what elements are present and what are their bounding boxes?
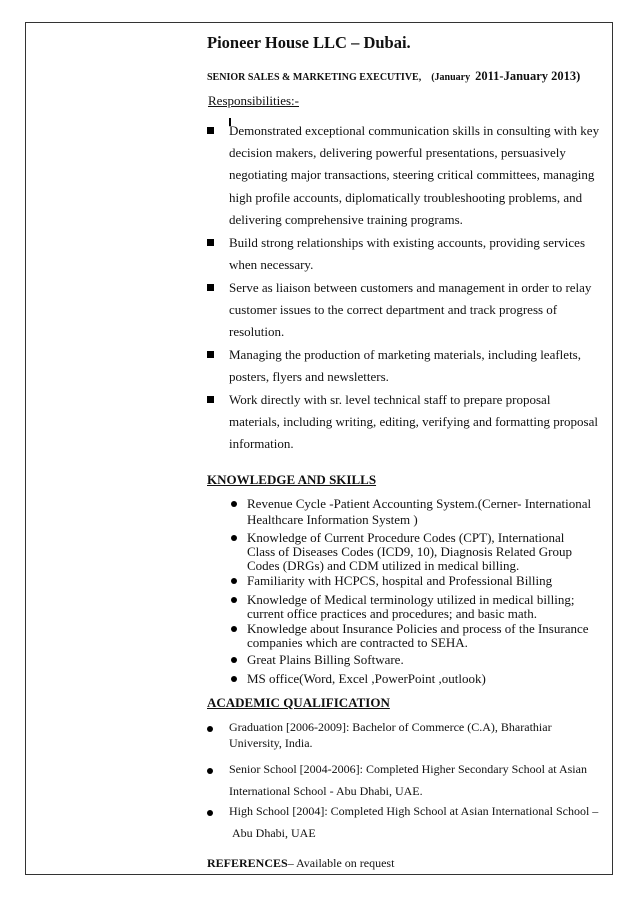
square-bullet-icon: [207, 284, 214, 291]
company-title: Pioneer House LLC – Dubai.: [207, 33, 411, 52]
list-item: high profile accounts, diplomatically troubleshooting problems, and: [229, 190, 583, 205]
list-item: Serve as liaison between customers and management in order to relay: [229, 280, 592, 295]
square-bullet-icon: [207, 239, 214, 246]
round-bullet-icon: [231, 535, 237, 541]
skills-heading: KNOWLEDGE AND SKILLS: [207, 472, 377, 487]
round-bullet-icon: [231, 578, 237, 584]
skill-line: current office practices and procedures; and basic math.: [247, 606, 537, 621]
skill-line: Knowledge about Insurance Policies and process of the Insurance: [247, 621, 589, 636]
skill-line: Familiarity with HCPCS, hospital and Professional Billing: [247, 573, 553, 588]
list-item: Build strong relationships with existing accounts, providing services: [229, 235, 586, 250]
round-bullet-icon: [207, 768, 213, 774]
job-role: SENIOR SALES & MARKETING EXECUTIVE,: [207, 72, 422, 83]
square-bullet-icon: [207, 396, 214, 403]
skill-line: Healthcare Information System ): [247, 512, 418, 527]
round-bullet-icon: [231, 657, 237, 663]
round-bullet-icon: [231, 676, 237, 682]
square-bullet-icon: [207, 351, 214, 358]
list-item: customer issues to the correct department and track progress of: [229, 302, 558, 317]
skill-line: Class of Diseases Codes (ICD9, 10), Diagnosis Related Group: [247, 544, 572, 559]
job-dates: 2011-January 2013): [475, 69, 581, 83]
academic-line: Abu Dhabi, UAE: [232, 826, 316, 840]
list-item: posters, flyers and newsletters.: [229, 369, 389, 384]
references-label: REFERENCES: [207, 856, 288, 870]
square-bullet-icon: [207, 127, 214, 134]
skill-line: Knowledge of Medical terminology utilized in medical billing;: [247, 592, 575, 607]
list-item: Managing the production of marketing materials, including leaflets,: [229, 347, 581, 362]
academic-heading: ACADEMIC QUALIFICATION: [207, 695, 390, 710]
list-item: materials, including writing, editing, verifying and formatting proposal: [229, 414, 598, 429]
skill-line: MS office(Word, Excel ,PowerPoint ,outlook): [247, 671, 486, 686]
skill-line: companies which are contracted to SEHA.: [247, 635, 468, 650]
academic-line: University, India.: [229, 736, 313, 750]
list-item: resolution.: [229, 324, 285, 339]
academic-line: Senior School [2004-2006]: Completed Higher Secondary School at Asian: [229, 762, 587, 776]
skill-line: Codes (DRGs) and CDM utilized in medical billing.: [247, 558, 520, 573]
academic-line: International School - Abu Dhabi, UAE.: [229, 784, 423, 798]
round-bullet-icon: [207, 726, 213, 732]
job-role-line: [207, 69, 580, 84]
list-item: negotiating major transactions, steering critical committees, managing: [229, 167, 595, 182]
list-item: decision makers, delivering powerful presentations, persuasively: [229, 145, 566, 160]
list-item: Demonstrated exceptional communication skills in consulting with key: [229, 123, 600, 138]
list-item: when necessary.: [229, 257, 314, 272]
round-bullet-icon: [231, 626, 237, 632]
round-bullet-icon: [207, 810, 213, 816]
academic-line: High School [2004]: Completed High School at Asian International School –: [229, 804, 599, 818]
job-role-paren: (January: [431, 72, 471, 83]
list-item: delivering comprehensive training programs.: [229, 212, 463, 227]
skill-line: Great Plains Billing Software.: [247, 652, 404, 667]
responsibilities-label: Responsibilities:-: [208, 93, 299, 108]
round-bullet-icon: [231, 597, 237, 603]
list-item: Work directly with sr. level technical staff to prepare proposal: [229, 392, 551, 407]
references-line: [207, 856, 394, 871]
round-bullet-icon: [231, 501, 237, 507]
references-text: – Available on request: [287, 856, 395, 870]
academic-line: Graduation [2006-2009]: Bachelor of Commerce (C.A), Bharathiar: [229, 720, 552, 734]
skill-line: Knowledge of Current Procedure Codes (CPT), International: [247, 530, 565, 545]
list-item: information.: [229, 436, 294, 451]
skill-line: Revenue Cycle -Patient Accounting System.(Cerner- International: [247, 496, 592, 511]
